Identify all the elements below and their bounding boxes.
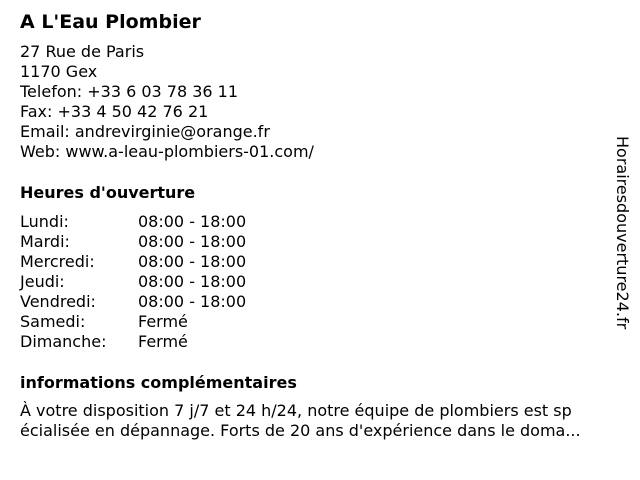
- hours-row-thursday: [20, 272, 630, 292]
- day-label: Lundi:: [20, 212, 69, 231]
- day-label: Jeudi:: [20, 272, 65, 291]
- day-label: Dimanche:: [20, 332, 107, 351]
- site-watermark-text: Horairesdouverture24.fr: [613, 136, 632, 330]
- hours-row-tuesday: [20, 232, 630, 252]
- site-watermark: [612, 136, 632, 346]
- email-line: Email: andrevirginie@orange.fr: [20, 122, 270, 141]
- time-value: 08:00 - 18:00: [138, 212, 247, 231]
- time-value: 08:00 - 18:00: [138, 292, 247, 311]
- day-label: Samedi:: [20, 312, 86, 331]
- description-line-1: À votre disposition 7 j/7 et 24 h/24, notre équipe de plombiers est sp: [20, 401, 572, 420]
- address-city: 1170 Gex: [20, 62, 98, 81]
- web-line: Web: www.a-leau-plombiers-01.com/: [20, 142, 314, 161]
- hours-row-wednesday: [20, 252, 630, 272]
- info-heading: informations complémentaires: [20, 373, 297, 392]
- time-value: 08:00 - 18:00: [138, 232, 247, 251]
- hours-row-friday: [20, 292, 630, 312]
- day-label: Vendredi:: [20, 292, 96, 311]
- time-value: Fermé: [138, 332, 188, 351]
- phone-line: Telefon: +33 6 03 78 36 11: [20, 82, 239, 101]
- day-label: Mardi:: [20, 232, 70, 251]
- day-label: Mercredi:: [20, 252, 95, 271]
- time-value: 08:00 - 18:00: [138, 252, 247, 271]
- hours-row-sunday: [20, 332, 630, 352]
- business-name: A L'Eau Plombier: [20, 11, 201, 33]
- time-value: Fermé: [138, 312, 188, 331]
- time-value: 08:00 - 18:00: [138, 272, 247, 291]
- hours-row-saturday: [20, 312, 630, 332]
- business-card: [20, 10, 630, 441]
- fax-line: Fax: +33 4 50 42 76 21: [20, 102, 209, 121]
- address-street: 27 Rue de Paris: [20, 42, 145, 61]
- description-line-2: écialisée en dépannage. Forts de 20 ans d'expérience dans le doma...: [20, 421, 581, 440]
- hours-row-monday: [20, 212, 630, 232]
- hours-heading: Heures d'ouverture: [20, 183, 196, 202]
